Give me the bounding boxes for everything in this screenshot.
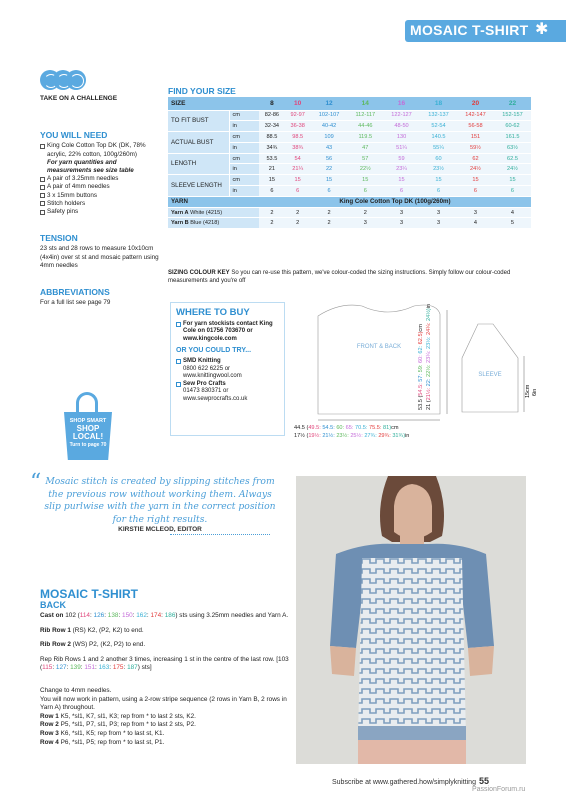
abbreviations-heading: ABBREVIATIONS [40, 287, 110, 298]
abbreviations-text: For a full list see page 79 [40, 299, 111, 307]
table-cell: 130 [383, 132, 420, 143]
size-value: 186 [164, 612, 176, 619]
unit-cell: in [229, 164, 259, 175]
unit-cell: in [229, 121, 259, 132]
table-cell: 152-157 [494, 110, 531, 121]
sleeve-label: SLEEVE [478, 372, 502, 378]
table-cell: 15 [383, 175, 420, 186]
table-cell: 112-117 [348, 110, 383, 121]
table-cell: 15 [494, 175, 531, 186]
table-cell: 88.5 [259, 132, 285, 143]
table-cell: 59½ [457, 142, 494, 153]
table-cell: 102-107 [311, 110, 348, 121]
footer [332, 776, 489, 786]
unit-cell: in [229, 186, 259, 197]
table-cell: 98.5 [285, 132, 311, 143]
measurement-row [168, 175, 531, 186]
table-cell: 5 [494, 218, 531, 229]
cast-on-instruction: Cast on 102 (114: 126: 138: 150: 162: 174: 186) sts using 3.25mm needles and Yarn A. [40, 612, 289, 619]
table-cell: 21 [259, 164, 285, 175]
front-back-label: FRONT & BACK [356, 344, 402, 350]
yarn-header-label: YARN [168, 196, 259, 207]
watermark: PassionForum.ru [472, 786, 526, 793]
size-value: 150 [122, 612, 133, 619]
table-cell: 54 [285, 153, 311, 164]
sleeve-cm-label: 15cm [525, 384, 531, 398]
need-item: Stitch holders [40, 200, 160, 208]
editor-quote: Mosaic stitch is created by slipping stitches from the previous row without working them. Always slip purlwise with the yarn in the correct position for the right results. [44, 476, 276, 525]
table-cell: 23¼ [383, 164, 420, 175]
table-cell: 119.5 [348, 132, 383, 143]
measurement-label: ACTUAL BUST [168, 132, 229, 154]
pattern-row: Row 3 K6, *sl1, K5; rep from * to last st, K1. [40, 729, 165, 737]
yarn-header-row [168, 196, 531, 207]
pattern-instructions [40, 612, 290, 747]
tension-heading: TENSION [40, 233, 78, 244]
table-cell: 4 [457, 218, 494, 229]
length-cm-label: 53.5 (54.5: 57: 59: 60: 62: 62.5)cm [418, 324, 424, 410]
rib-row-1: Rib Row 1 (RS) K2, (P2, K2) to end. [40, 626, 144, 634]
table-cell: 32-34 [259, 121, 285, 132]
table-cell: 60-62 [494, 121, 531, 132]
shop-local-bag-icon: SHOP SMART SHOP LOCAL! Turn to page 70 [62, 392, 122, 460]
size-value: 187 [127, 664, 138, 672]
table-cell: 140.5 [420, 132, 457, 143]
garment-schematic [290, 296, 540, 446]
table-cell: 3 [420, 207, 457, 218]
tension-text: 23 sts and 28 rows to measure 10x10cm (4x4in) over st st and mosaic pattern using 4mm needles [40, 245, 159, 269]
table-cell: 44-46 [348, 121, 383, 132]
pattern-row: Row 4 P6, *sl1, P5; rep from * to last st, P1. [40, 738, 165, 746]
sleeve-in-label: 6in [532, 388, 538, 396]
measurement-row [168, 153, 531, 164]
shop-website[interactable]: www.sewprocrafts.co.uk [183, 395, 248, 402]
table-cell: 3 [457, 207, 494, 218]
size-value: 151 [84, 664, 96, 672]
sleeve-shape [462, 324, 518, 412]
size-value: 126 [93, 612, 105, 619]
size-column-header: 22 [494, 97, 531, 110]
table-cell: 15 [259, 175, 285, 186]
size-value: 139 [70, 664, 81, 672]
table-cell: 6 [311, 186, 348, 197]
checkbox-icon [40, 201, 45, 206]
measurement-label: LENGTH [168, 153, 229, 175]
table-cell: 92-97 [285, 110, 311, 121]
unit-cell: cm [229, 175, 259, 186]
sidebar [40, 70, 160, 307]
table-cell: 40-42 [311, 121, 348, 132]
need-item: King Cole Cotton Top DK (DK, 78% acrylic, 22% cotton, 100g/260m) [40, 142, 160, 158]
table-cell: 6 [383, 186, 420, 197]
table-cell: 122-127 [383, 110, 420, 121]
table-cell: 21¼ [285, 164, 311, 175]
table-cell: 15 [420, 175, 457, 186]
size-value: 162 [136, 612, 147, 619]
shop-phone: 01473 830371 or [183, 388, 229, 395]
table-cell: 22½ [348, 164, 383, 175]
size-column-header: 16 [383, 97, 420, 110]
need-item: 3 x 15mm buttons [40, 192, 160, 200]
table-cell: 38¾ [285, 142, 311, 153]
table-cell: 52-54 [420, 121, 457, 132]
table-cell: 56 [311, 153, 348, 164]
table-cell: 2 [259, 207, 285, 218]
table-cell: 4 [494, 207, 531, 218]
size-column-header: 14 [348, 97, 383, 110]
unit-cell: cm [229, 153, 259, 164]
table-cell: 55¼ [420, 142, 457, 153]
table-cell: 63½ [494, 142, 531, 153]
size-value: 174 [150, 612, 162, 619]
star-icon: ✱ [535, 21, 549, 38]
size-column-header: 20 [457, 97, 494, 110]
table-cell: 15 [285, 175, 311, 186]
pattern-subtitle: BACK [40, 600, 66, 610]
table-cell: 2 [259, 218, 285, 229]
size-header-row [168, 97, 531, 110]
checkbox-icon [40, 144, 45, 149]
table-cell: 6 [285, 186, 311, 197]
where-to-buy-box [170, 302, 285, 436]
pattern-row: Row 2 P5, *sl1, P7, sl1, P3; rep from * to last 2 sts, P2. [40, 721, 196, 729]
need-item: Safety pins [40, 208, 160, 216]
pattern-title: MOSAIC T-SHIRT [40, 587, 138, 601]
checkbox-icon [40, 210, 45, 215]
quote-divider [170, 534, 270, 535]
size-header-label: SIZE [168, 97, 259, 110]
quote-mark-icon: “ [30, 470, 42, 495]
table-cell: 62.5 [494, 153, 531, 164]
challenge-label: TAKE ON A CHALLENGE [40, 95, 118, 102]
table-cell: 3 [348, 218, 383, 229]
table-cell: 43 [311, 142, 348, 153]
table-cell: 36-38 [285, 121, 311, 132]
table-cell: 2 [311, 218, 348, 229]
unit-cell: cm [229, 132, 259, 143]
page-number: 55 [478, 776, 489, 786]
table-cell: 51¼ [383, 142, 420, 153]
yarn-label: Yarn B Blue (4218) [168, 218, 259, 229]
size-value: 138 [107, 612, 119, 619]
table-cell: 6 [494, 186, 531, 197]
table-cell: 15 [311, 175, 348, 186]
length-in-label: 21 (21½: 22: 22½: 23¼: 23½: 24¼: 24½)in [426, 303, 432, 410]
table-cell: 60 [420, 153, 457, 164]
pattern-row: Row 1 K5, *sl1, K7, sl1, K3; rep from * to last 2 sts, K2. [40, 712, 196, 720]
need-item: A pair of 3.25mm needles [40, 175, 160, 183]
yarn-row [168, 207, 531, 218]
size-value: 127 [55, 664, 67, 672]
table-cell: 6 [348, 186, 383, 197]
rib-row-2: Rib Row 2 (WS) P2, (K2, P2) to end. [40, 641, 146, 649]
table-cell: 3 [420, 218, 457, 229]
shop-name: SMD Knitting [183, 357, 221, 364]
table-cell: 142-147 [457, 110, 494, 121]
or-try-heading: OR YOU COULD TRY... [176, 347, 252, 355]
width-cm-label: 44.5 (49.5: 54.5: 60: 65: 70.5: 75.5: 81)cm [294, 425, 399, 431]
table-cell: 109 [311, 132, 348, 143]
need-item: A pair of 4mm needles [40, 183, 160, 191]
yarn-row [168, 218, 531, 229]
size-column-header: 18 [420, 97, 457, 110]
checkbox-icon [40, 193, 45, 198]
size-column-header: 8 [259, 97, 285, 110]
subscribe-link[interactable]: Subscribe at www.gathered.how/simplyknitting [332, 779, 476, 786]
table-cell: 6 [457, 186, 494, 197]
size-value: 114 [79, 612, 90, 619]
table-cell: 48-50 [383, 121, 420, 132]
page-title: MOSAIC T-SHIRT [410, 22, 529, 38]
yarn-ball-icon [66, 70, 86, 90]
yarn-balls [40, 70, 160, 92]
table-cell: 22 [311, 164, 348, 175]
table-cell: 24½ [457, 164, 494, 175]
width-in-label: 17½ (19½: 21½: 23½: 25½: 27¾: 29¾: 31¾)in [294, 433, 410, 439]
table-cell: 59 [383, 153, 420, 164]
table-cell: 6 [420, 186, 457, 197]
need-note: For yarn quantities and measurements see size table [47, 158, 134, 175]
measurement-label: SLEEVE LENGTH [168, 175, 229, 197]
rib-repeat: Rep Rib Rows 1 and 2 another 3 times, increasing 1 st in the centre of the last row. [103 (115: 127: 139: 151: 163: 175: 187) sts] [40, 655, 289, 672]
model-illustration [296, 476, 526, 764]
table-cell: 24½ [494, 164, 531, 175]
you-will-need-heading: YOU WILL NEED [40, 130, 108, 141]
yarn-stockist-info: For yarn stockists contact King Cole on 01756 703670 or www.kingcole.com [183, 320, 273, 342]
checkbox-icon [176, 322, 181, 327]
table-cell: 3 [383, 218, 420, 229]
table-cell: 56-58 [457, 121, 494, 132]
size-column-header: 10 [285, 97, 311, 110]
measurement-row [168, 110, 531, 121]
needle-change: Change to 4mm needles. [40, 686, 112, 694]
sizing-colour-key: SIZING COLOUR KEY So you can re-use this pattern, we've colour-coded the sizing instructions. Simply follow our colour-coded measurements and you're off [168, 270, 511, 284]
where-to-buy-heading: WHERE TO BUY [176, 307, 250, 318]
size-value: 163 [98, 664, 110, 672]
stripe-instruction: You will now work in pattern, using a 2-row stripe sequence (2 rows in Yarn B, 2 rows in Yarn A) throughout. [40, 695, 287, 712]
shop-name: Sew Pro Crafts [183, 380, 226, 387]
shop-phone: 0800 622 6225 or [183, 365, 231, 372]
size-table [168, 97, 531, 229]
table-cell: 132-137 [420, 110, 457, 121]
measurement-label: TO FIT BUST [168, 110, 229, 132]
size-value: 115 [42, 664, 53, 672]
unit-cell: cm [229, 110, 259, 121]
table-cell: 2 [348, 207, 383, 218]
table-cell: 2 [285, 207, 311, 218]
checkbox-icon [40, 185, 45, 190]
table-cell: 62 [457, 153, 494, 164]
yarn-name: King Cole Cotton Top DK (100g/260m) [259, 196, 531, 207]
checkbox-icon [176, 382, 181, 387]
yarn-label: Yarn A White (4215) [168, 207, 259, 218]
table-cell: 15 [348, 175, 383, 186]
table-cell: 3 [383, 207, 420, 218]
table-cell: 34¾ [259, 142, 285, 153]
table-cell: 23½ [420, 164, 457, 175]
checkbox-icon [40, 177, 45, 182]
model-photo [296, 476, 526, 764]
shop-website[interactable]: www.knittingwool.com [183, 373, 242, 380]
unit-cell: in [229, 142, 259, 153]
find-your-size-heading: FIND YOUR SIZE [168, 86, 236, 96]
table-cell: 82-86 [259, 110, 285, 121]
table-cell: 2 [311, 207, 348, 218]
quote-author: KIRSTIE MCLEOD, EDITOR [118, 526, 202, 533]
table-cell: 6 [259, 186, 285, 197]
checkbox-icon [176, 359, 181, 364]
table-cell: 2 [285, 218, 311, 229]
measurement-row [168, 132, 531, 143]
table-cell: 53.5 [259, 153, 285, 164]
table-cell: 15 [457, 175, 494, 186]
size-column-header: 12 [311, 97, 348, 110]
table-cell: 47 [348, 142, 383, 153]
size-value: 175 [112, 664, 124, 672]
table-cell: 57 [348, 153, 383, 164]
table-cell: 151 [457, 132, 494, 143]
table-cell: 161.5 [494, 132, 531, 143]
